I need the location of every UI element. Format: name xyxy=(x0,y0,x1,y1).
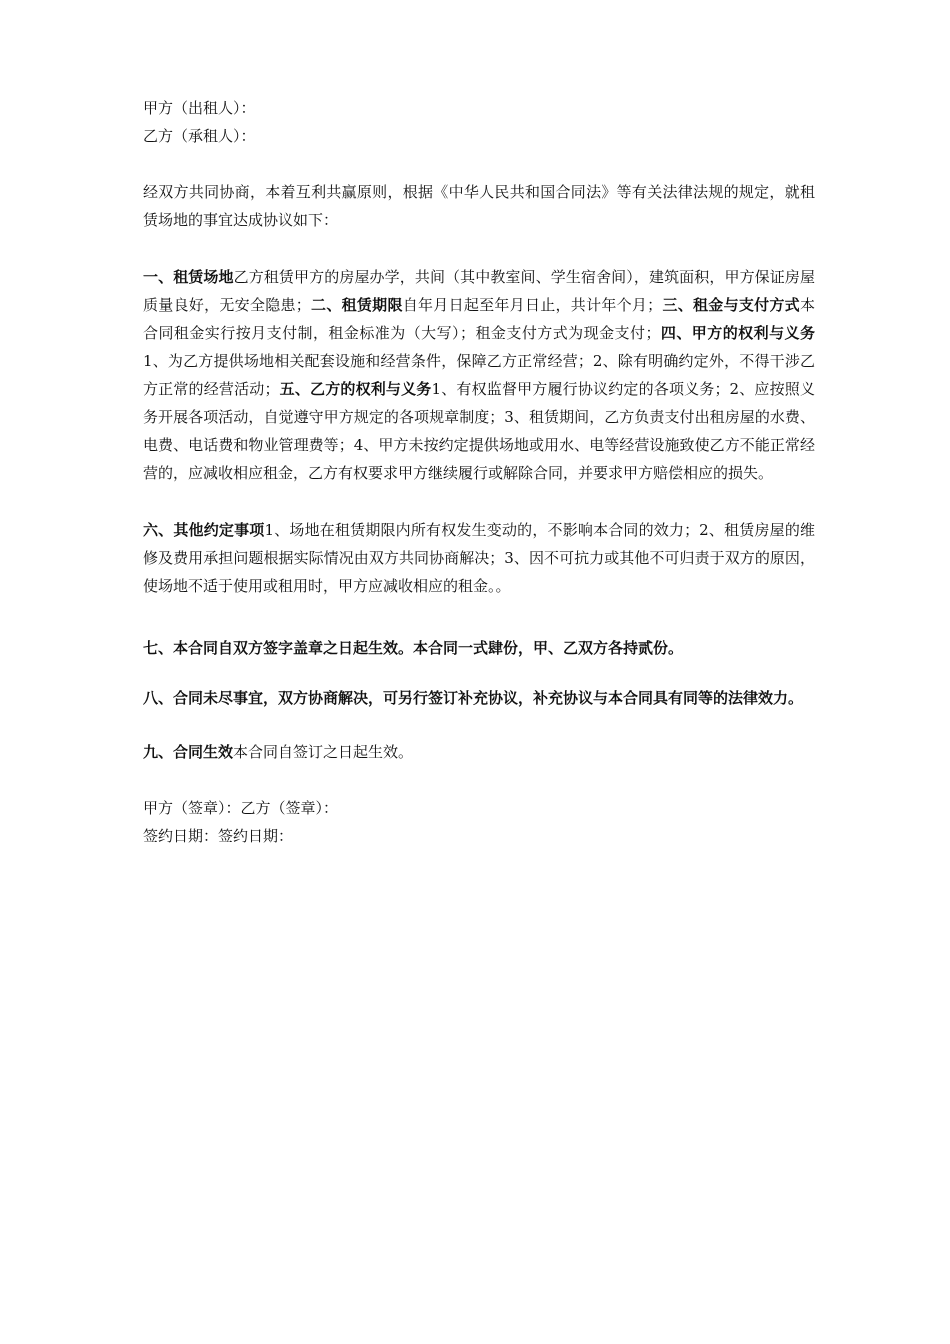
clause-5-title: 五、乙方的权利与义务 xyxy=(279,380,432,398)
clause-6-title: 六、其他约定事项 xyxy=(143,521,265,539)
clause-1-title: 一、租赁场地 xyxy=(143,268,234,286)
clause-7: 七、本合同自双方签字盖章之日起生效。本合同一式肆份，甲、乙双方各持贰份。 xyxy=(143,639,684,657)
clause-3-text: 本合同租金实行按月支付制，租金标准为（大写）；租金支付方式为现金支付； xyxy=(143,296,815,342)
clause-8: 八、合同未尽事宜，双方协商解决，可另行签订补充协议，补充协议与本合同具有同等的法律效力。 xyxy=(143,689,804,707)
clause-2-text: 自年月日起至年月日止，共计年个月； xyxy=(402,296,663,314)
clause-9-paragraph xyxy=(143,738,815,766)
signature-line: 甲方（签章）：乙方（签章）： xyxy=(143,799,339,817)
clause-5-text: 1、有权监督甲方履行协议约定的各项义务；2、应按照义务开展各项活动，自觉遵守甲方规定的各项规章制度；3、租赁期间，乙方负责支付出租房屋的水费、电费、电话费和物业管理费等；4、甲方未按约定提供场地或用水、电等经营设施致使乙方不能正常经营的，应减收相应租金，乙方有权要求甲方继续履行或解除合同，并要求甲方赔偿相应的损失。 xyxy=(143,380,815,482)
clause-9-title: 九、合同生效 xyxy=(143,743,234,761)
clause-9-text: 本合同自签订之日起生效。 xyxy=(233,743,414,761)
clause-2-title: 二、租赁期限 xyxy=(310,296,403,314)
clause-1-text: 乙方租赁甲方的房屋办学，共间（其中教室间、学生宿舍间），建筑面积，甲方保证房屋质量良好，无安全隐患； xyxy=(143,268,815,314)
party-a-line: 甲方（出租人）： xyxy=(143,99,256,117)
clause-4-title: 四、甲方的权利与义务 xyxy=(660,324,815,342)
intro-paragraph: 经双方共同协商，本着互利共赢原则，根据《中华人民共和国合同法》等有关法律法规的规定，就租赁场地的事宜达成协议如下： xyxy=(143,183,815,229)
party-b-line: 乙方（承租人）： xyxy=(143,127,256,145)
contract-document xyxy=(143,94,815,850)
signing-date-line: 签约日期：签约日期： xyxy=(143,827,294,845)
clause-6-text: 1、场地在租赁期限内所有权发生变动的，不影响本合同的效力；2、租赁房屋的维修及费用承担问题根据实际情况由双方共同协商解决；3、因不可抗力或其他不可归责于双方的原因，使场地不适于使用或租用时，甲方应减收相应的租金。。 xyxy=(143,521,815,595)
clause-4-text: 1、为乙方提供场地相关配套设施和经营条件，保障乙方正常经营；2、除有明确约定外，不得干涉乙方正常的经营活动； xyxy=(143,352,815,398)
clauses-one-to-five xyxy=(143,263,815,487)
clause-3-title: 三、租金与支付方式 xyxy=(662,296,800,314)
clause-6-paragraph xyxy=(143,516,815,600)
